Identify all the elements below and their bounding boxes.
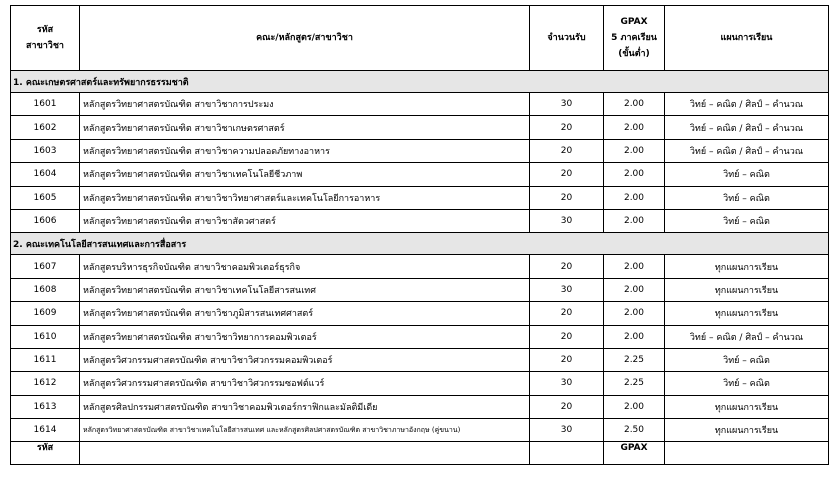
program-code: 1612 bbox=[11, 372, 80, 395]
program-code: 1608 bbox=[11, 278, 80, 301]
header-gpax-line1: GPAX bbox=[620, 17, 648, 27]
section-row bbox=[11, 233, 829, 255]
program-name: หลักสูตรวิทยาศาสตรบัณฑิต สาขาวิชาเทคโนโลยีชีวภาพ bbox=[80, 163, 530, 186]
seat-count: 20 bbox=[530, 163, 604, 186]
header-code-line1: รหัส bbox=[36, 25, 54, 35]
table-row bbox=[11, 395, 829, 418]
gpax-minimum: 2.00 bbox=[604, 278, 665, 301]
seat-count: 30 bbox=[530, 372, 604, 395]
header-code bbox=[11, 6, 80, 71]
program-name: หลักสูตรวิทยาศาสตรบัณฑิต สาขาวิชาภูมิสารสนเทศศาสตร์ bbox=[80, 302, 530, 325]
header-plan: แผนการเรียน bbox=[665, 6, 829, 71]
table-row bbox=[11, 93, 829, 116]
footer-code: รหัส bbox=[11, 442, 80, 465]
table-row bbox=[11, 209, 829, 232]
program-name: หลักสูตรวิทยาศาสตรบัณฑิต สาขาวิชาความปลอดภัยทางอาหาร bbox=[80, 139, 530, 162]
program-code: 1606 bbox=[11, 209, 80, 232]
program-name: หลักสูตรวิทยาศาสตรบัณฑิต สาขาวิชาวิทยาศาสตร์และเทคโนโลยีการอาหาร bbox=[80, 186, 530, 209]
program-name: หลักสูตรวิศวกรรมศาสตรบัณฑิต สาขาวิชาวิศวกรรมซอฟต์แวร์ bbox=[80, 372, 530, 395]
program-code: 1614 bbox=[11, 419, 80, 442]
header-code-line2: สาขาวิชา bbox=[26, 41, 64, 51]
program-code: 1609 bbox=[11, 302, 80, 325]
program-name: หลักสูตรศิลปกรรมศาสตรบัณฑิต สาขาวิชาคอมพิวเตอร์กราฟิกและมัลติมีเดีย bbox=[80, 395, 530, 418]
program-code: 1611 bbox=[11, 348, 80, 371]
program-name: หลักสูตรวิทยาศาสตรบัณฑิต สาขาวิชาเทคโนโลยีสารสนเทศ และหลักสูตรศิลปศาสตรบัณฑิต สาขาวิชาภาษาอังกฤษ (คู่ขนาน) bbox=[80, 419, 530, 442]
gpax-minimum: 2.00 bbox=[604, 209, 665, 232]
seat-count: 30 bbox=[530, 209, 604, 232]
gpax-minimum: 2.00 bbox=[604, 139, 665, 162]
gpax-minimum: 2.50 bbox=[604, 419, 665, 442]
study-plan: วิทย์ – คณิต bbox=[665, 348, 829, 371]
seat-count: 20 bbox=[530, 139, 604, 162]
seat-count: 20 bbox=[530, 325, 604, 348]
study-plan: ทุกแผนการเรียน bbox=[665, 278, 829, 301]
table-row bbox=[11, 419, 829, 442]
seat-count: 30 bbox=[530, 278, 604, 301]
program-code: 1604 bbox=[11, 163, 80, 186]
program-code: 1605 bbox=[11, 186, 80, 209]
study-plan: วิทย์ – คณิต / ศิลป์ – คำนวณ bbox=[665, 325, 829, 348]
seat-count: 20 bbox=[530, 186, 604, 209]
program-name: หลักสูตรวิศวกรรมศาสตรบัณฑิต สาขาวิชาวิศวกรรมคอมพิวเตอร์ bbox=[80, 348, 530, 371]
program-name: หลักสูตรวิทยาศาสตรบัณฑิต สาขาวิชาการประมง bbox=[80, 93, 530, 116]
footer-row bbox=[11, 442, 829, 465]
study-plan: วิทย์ – คณิต bbox=[665, 372, 829, 395]
study-plan: ทุกแผนการเรียน bbox=[665, 419, 829, 442]
gpax-minimum: 2.00 bbox=[604, 302, 665, 325]
table-row bbox=[11, 325, 829, 348]
program-code: 1613 bbox=[11, 395, 80, 418]
table-row bbox=[11, 163, 829, 186]
seat-count: 30 bbox=[530, 93, 604, 116]
table-row bbox=[11, 186, 829, 209]
seat-count: 20 bbox=[530, 255, 604, 278]
gpax-minimum: 2.00 bbox=[604, 116, 665, 139]
section-row bbox=[11, 71, 829, 93]
seat-count: 20 bbox=[530, 395, 604, 418]
seat-count: 30 bbox=[530, 419, 604, 442]
section-title: 2. คณะเทคโนโลยีสารสนเทศและการสื่อสาร bbox=[11, 233, 829, 255]
gpax-minimum: 2.00 bbox=[604, 186, 665, 209]
table-row bbox=[11, 372, 829, 395]
study-plan: วิทย์ – คณิต / ศิลป์ – คำนวณ bbox=[665, 139, 829, 162]
gpax-minimum: 2.00 bbox=[604, 395, 665, 418]
study-plan: ทุกแผนการเรียน bbox=[665, 255, 829, 278]
gpax-minimum: 2.00 bbox=[604, 325, 665, 348]
table-row bbox=[11, 278, 829, 301]
header-row bbox=[11, 6, 829, 71]
study-plan: วิทย์ – คณิต / ศิลป์ – คำนวณ bbox=[665, 116, 829, 139]
study-plan: วิทย์ – คณิต bbox=[665, 209, 829, 232]
footer-program bbox=[80, 442, 530, 465]
admission-table bbox=[10, 5, 829, 465]
section-title: 1. คณะเกษตรศาสตร์และทรัพยากรธรรมชาติ bbox=[11, 71, 829, 93]
program-name: หลักสูตรวิทยาศาสตรบัณฑิต สาขาวิชาเทคโนโลยีสารสนเทศ bbox=[80, 278, 530, 301]
gpax-minimum: 2.00 bbox=[604, 163, 665, 186]
gpax-minimum: 2.00 bbox=[604, 93, 665, 116]
study-plan: ทุกแผนการเรียน bbox=[665, 302, 829, 325]
program-name: หลักสูตรวิทยาศาสตรบัณฑิต สาขาวิชาสัตวศาสตร์ bbox=[80, 209, 530, 232]
program-code: 1607 bbox=[11, 255, 80, 278]
header-gpax bbox=[604, 6, 665, 71]
study-plan: ทุกแผนการเรียน bbox=[665, 395, 829, 418]
table-row bbox=[11, 116, 829, 139]
footer-gpax: GPAX bbox=[604, 442, 665, 465]
seat-count: 20 bbox=[530, 348, 604, 371]
program-code: 1610 bbox=[11, 325, 80, 348]
footer-plan bbox=[665, 442, 829, 465]
gpax-minimum: 2.25 bbox=[604, 372, 665, 395]
program-name: หลักสูตรวิทยาศาสตรบัณฑิต สาขาวิชาวิทยาการคอมพิวเตอร์ bbox=[80, 325, 530, 348]
study-plan: วิทย์ – คณิต bbox=[665, 186, 829, 209]
header-gpax-line3: (ขั้นต่ำ) bbox=[618, 49, 650, 59]
seat-count: 20 bbox=[530, 116, 604, 139]
header-seats: จำนวนรับ bbox=[530, 6, 604, 71]
seat-count: 20 bbox=[530, 302, 604, 325]
table-row bbox=[11, 255, 829, 278]
gpax-minimum: 2.25 bbox=[604, 348, 665, 371]
program-code: 1603 bbox=[11, 139, 80, 162]
program-name: หลักสูตรบริหารธุรกิจบัณฑิต สาขาวิชาคอมพิวเตอร์ธุรกิจ bbox=[80, 255, 530, 278]
header-program: คณะ/หลักสูตร/สาขาวิชา bbox=[80, 6, 530, 71]
study-plan: วิทย์ – คณิต bbox=[665, 163, 829, 186]
study-plan: วิทย์ – คณิต / ศิลป์ – คำนวณ bbox=[665, 93, 829, 116]
program-code: 1602 bbox=[11, 116, 80, 139]
table-row bbox=[11, 139, 829, 162]
program-name: หลักสูตรวิทยาศาสตรบัณฑิต สาขาวิชาเกษตรศาสตร์ bbox=[80, 116, 530, 139]
table-row bbox=[11, 302, 829, 325]
table-row bbox=[11, 348, 829, 371]
header-gpax-line2: 5 ภาคเรียน bbox=[611, 33, 657, 43]
program-code: 1601 bbox=[11, 93, 80, 116]
gpax-minimum: 2.00 bbox=[604, 255, 665, 278]
footer-seats bbox=[530, 442, 604, 465]
